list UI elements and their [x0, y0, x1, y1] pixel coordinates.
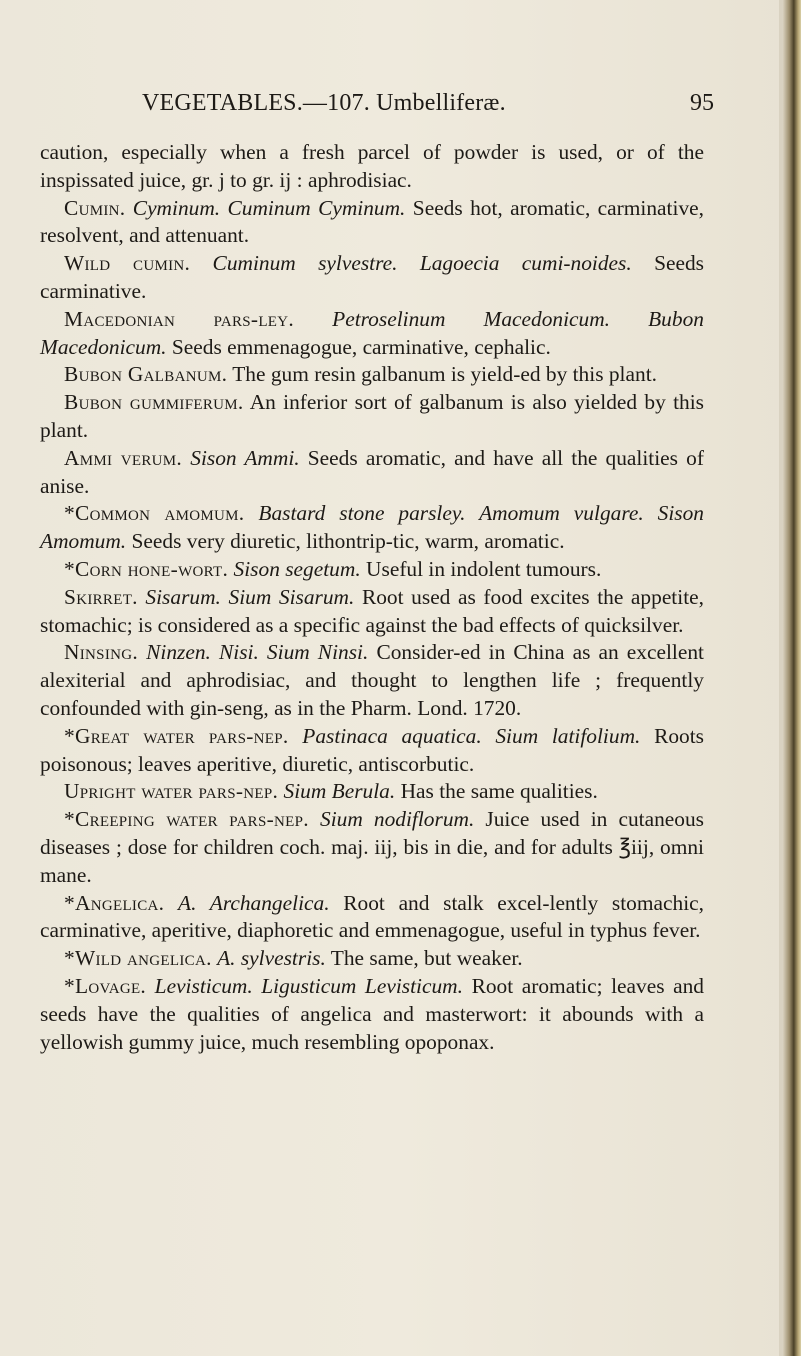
entry-lovage	[40, 973, 704, 1056]
entry-name: *Great water pars-nep.	[64, 723, 289, 748]
entry-name: Ninsing.	[64, 640, 139, 665]
entry-text: An inferior sort of galbanum is also yielded by this plant.	[40, 390, 704, 442]
entry-creeping-water-parsnep	[40, 806, 704, 889]
entry-text: Roots poisonous; leaves aperitive, diuretic, antiscorbutic.	[40, 723, 704, 776]
entry-latin: Sium Berula.	[283, 779, 396, 804]
page-number: 95	[690, 90, 714, 116]
entry-name: *Wild angelica.	[64, 946, 212, 971]
entry-text: Seeds hot, aromatic, carminative, resolvent, and attenuant.	[40, 195, 704, 248]
entry-text: Seeds emmenagogue, carminative, cephalic.	[171, 334, 551, 359]
entry-name: Upright water pars-nep.	[64, 779, 279, 804]
entry-name: Bubon Galbanum.	[64, 362, 228, 387]
entry-latin: Sium nodiflorum.	[320, 807, 475, 832]
entry-latin: Levisticum. Ligusticum Levisticum.	[154, 973, 463, 998]
entry-text: Has the same qualities.	[400, 779, 598, 804]
running-head-title: VEGETABLES.—107. Umbelliferæ.	[142, 90, 506, 116]
entry-upright-water-parsnep	[40, 778, 704, 806]
entry-text: Useful in indolent tumours.	[366, 556, 602, 581]
entry-text: The same, but weaker.	[330, 946, 523, 971]
entry-latin: Bastard stone parsley. Amomum vulgare. Sison Amomum.	[40, 501, 704, 554]
entry-name: *Creeping water pars-nep.	[64, 807, 309, 832]
entry-text: Seeds carminative.	[40, 251, 704, 303]
entry-latin: Pastinaca aquatica. Sium latifolium.	[302, 723, 641, 748]
entry-bubon-galbanum	[40, 361, 704, 389]
entry-ninsing	[40, 639, 704, 722]
entry-text: Consider-ed in China as an excellent alexiterial and aphrodisiac, and thought to lengthen life ; frequently confounded with gin-seng, as in the Pharm. Lond. 1720.	[40, 640, 704, 720]
entry-name: Bubon gummiferum.	[64, 390, 244, 415]
entry-latin: Sisarum. Sium Sisarum.	[145, 584, 355, 609]
entry-bubon-gummiferum	[40, 389, 704, 445]
entry-latin: Petroselinum Macedonicum. Bubon Macedonicum.	[40, 306, 704, 359]
entry-name: *Lovage.	[64, 973, 147, 998]
entry-name: Wild cumin.	[64, 251, 191, 276]
entry-text: Root and stalk excel-lently stomachic, carminative, aperitive, diaphoretic and emmenagogue, useful in typhus fever.	[40, 890, 704, 943]
entry-corn-hone-wort	[40, 556, 704, 584]
entry-angelica	[40, 890, 704, 946]
body-text	[40, 139, 704, 1056]
entry-latin: Cyminum. Cuminum Cyminum.	[132, 195, 406, 220]
entry-wild-angelica	[40, 945, 704, 973]
entry-name: Ammi verum.	[64, 445, 183, 470]
entry-name: *Common amomum.	[64, 501, 245, 526]
entry-common-amomum	[40, 500, 704, 556]
entry-text: The gum resin galbanum is yield-ed by this plant.	[232, 362, 657, 387]
entry-latin: Ninzen. Nisi. Sium Ninsi.	[146, 640, 369, 665]
book-binding-edge	[783, 0, 801, 1356]
entry-wild-cumin	[40, 250, 704, 306]
entry-text: Root used as food excites the appetite, stomachic; is considered as a specific against the bad effects of quicksilver.	[40, 584, 704, 637]
entry-name: Cumin.	[64, 195, 126, 220]
entry-text: Juice used in cutaneous diseases ; dose for children coch. maj. iij, bis in die, and for adults ℥iij, omni mane.	[40, 807, 704, 887]
entry-cumin	[40, 195, 704, 251]
entry-latin: Sison Ammi.	[190, 445, 300, 470]
entry-text: Seeds very diuretic, lithontrip-tic, warm, aromatic.	[131, 529, 565, 554]
entry-name: Skirret.	[64, 584, 138, 609]
entry-ammi-verum	[40, 445, 704, 501]
entry-text: Root aromatic; leaves and seeds have the qualities of angelica and masterwort: it abounds with a yellowish gummy juice, much resembling opoponax.	[40, 973, 705, 1054]
entry-name: *Angelica.	[64, 890, 165, 915]
entry-macedonian-parsley	[40, 306, 704, 362]
entry-text: caution, especially when a fresh parcel of powder is used, or of the inspissated juice, gr. j to gr. ij : aphrodisiac.	[40, 140, 704, 192]
entry-latin: Sison segetum.	[233, 556, 361, 581]
entry-great-water-parsnep	[40, 723, 704, 779]
entry-name: *Corn hone-wort.	[64, 556, 229, 581]
entry-latin: A. sylvestris.	[217, 946, 326, 971]
entry-continuation	[40, 139, 704, 195]
entry-text: Seeds aromatic, and have all the qualities of anise.	[40, 445, 704, 498]
entry-latin: A. Archangelica.	[178, 890, 330, 915]
running-head	[110, 90, 714, 126]
entry-skirret	[40, 584, 704, 640]
entry-latin: Cuminum sylvestre. Lagoecia cumi-noides.	[212, 251, 632, 276]
entry-name: Macedonian pars-ley.	[64, 306, 295, 331]
